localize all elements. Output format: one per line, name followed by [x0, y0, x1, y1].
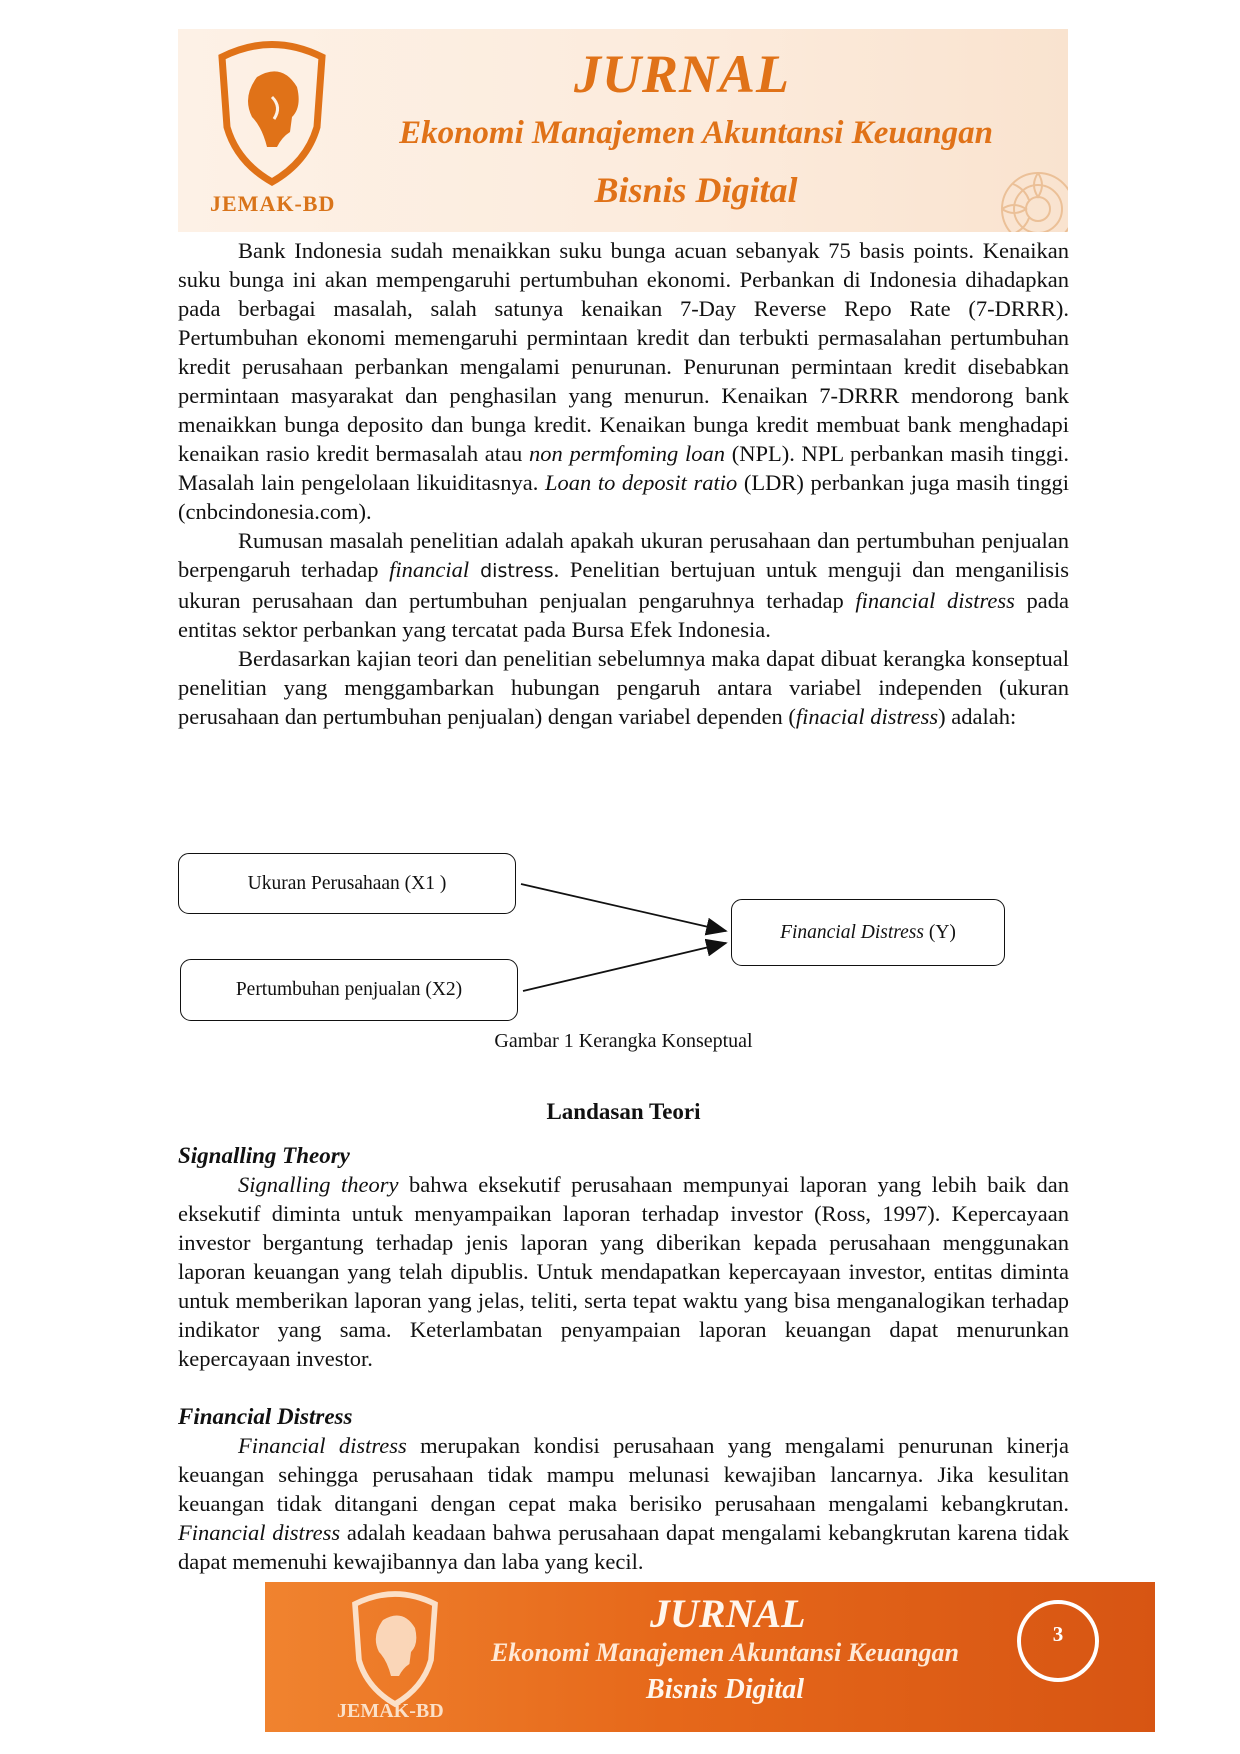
paragraph-2: Rumusan masalah penelitian adalah apakah ukuran perusahaan dan pertumbuhan penjualan berpengaruh terhadap financial distress. Penelitian bertujuan untuk menguji dan menganilisis ukuran perusahaan dan pertumbuhan penjualan pengaruhnya terhadap financial distress pada entitas sektor perbankan yang tercatat pada Bursa Efek Indonesia.	[178, 528, 1070, 642]
box-ukuran-perusahaan: Ukuran Perusahaan (X1 )	[178, 853, 516, 914]
paragraph-financial-distress: Financial distress merupakan kondisi perusahaan yang mengalami penurunan kinerja keuangan sehingga perusahaan tidak mampu melunasi kewajiban lancarnya. Jika kesulitan keuangan tidak ditangani dengan cepat maka berisiko perusahaan mengalami kebangkrutan. Financial distress adalah keadaan bahwa perusahaan dapat mengalami kebangkrutan karena tidak dapat memenuhi kewajibannya dan laba yang kecil.	[178, 1433, 1069, 1574]
footer-subtitle: Ekonomi Manajemen Akuntansi Keuangan	[491, 1638, 959, 1667]
figure-caption: Gambar 1 Kerangka Konseptual	[494, 1030, 753, 1052]
box-financial-distress: Financial Distress (Y)	[731, 899, 1005, 966]
mandala-ornament-icon	[968, 149, 1068, 232]
journal-header-banner	[178, 29, 1068, 232]
arrow-x1-to-y	[521, 884, 726, 931]
footer-logo-text: JEMAK-BD	[337, 1700, 444, 1722]
paragraph-1: Bank Indonesia sudah menaikkan suku bunga acuan sebanyak 75 basis points. Kenaikan suku bunga ini akan mempengaruhi pertumbuhan ekonomi. Perbankan di Indonesia dihadapkan pada berbagai masalah, salah satunya kenaikan 7-Day Reverse Repo Rate (7-DRRR). Pertumbuhan ekonomi memengaruhi permintaan kredit dan terbukti permasalahan pertumbuhan kredit perusahaan perbankan mengalami penurunan. Penurunan permintaan kredit disebabkan permintaan masyarakat dan penghasilan yang menurun. Kenaikan 7-DRRR mendorong bank menaikkan bunga deposito dan bunga kredit. Kenaikan bunga kredit membuat bank menghadapi kenaikan rasio kredit bermasalah atau non permfoming loan (NPL). NPL perbankan masih tinggi. Masalah lain pengelolaan likuiditasnya. Loan to deposit ratio (LDR) perbankan juga masih tinggi (cnbcindonesia.com).	[178, 238, 1070, 524]
section-title: Landasan Teori	[546, 1099, 701, 1124]
journal-footer-banner	[265, 1582, 1155, 1732]
paragraph-3: Berdasarkan kajian teori dan penelitian sebelumnya maka dapat dibuat kerangka konseptual penelitian yang menggambarkan hubungan pengaruh antara variabel independen (ukuran perusahaan dan pertumbuhan penjualan) dengan variabel dependen (finacial distress) adalah:	[178, 646, 1069, 729]
shield-face-logo-icon	[212, 37, 332, 187]
shield-face-logo-icon	[345, 1588, 445, 1708]
paragraph-signalling: Signalling theory bahwa eksekutif perusahaan mempunyai laporan yang lebih baik dan eksekutif diminta untuk menyampaikan laporan terhadap investor (Ross, 1997). Kepercayaan investor bergantung terhadap jenis laporan yang diberikan kepada perusahaan menggunakan laporan keuangan yang telah dipublis. Untuk mendapatkan kepercayaan investor, entitas diminta untuk memberikan laporan yang jelas, teliti, serta tepat waktu yang bisa menganalogikan terhadap indikator yang sama. Keterlambatan penyampaian laporan keuangan dapat menurunkan kepercayaan investor.	[178, 1172, 1069, 1371]
article-body	[178, 236, 1069, 731]
section-body	[178, 1141, 1069, 1576]
box-pertumbuhan-penjualan: Pertumbuhan penjualan (X2)	[180, 959, 518, 1021]
subheading-signalling-theory: Signalling Theory	[178, 1143, 350, 1168]
journal-subtitle: Ekonomi Manajemen Akuntansi Keuangan	[399, 115, 993, 151]
journal-subtitle-2: Bisnis Digital	[594, 170, 798, 210]
logo-text: JEMAK-BD	[210, 191, 336, 216]
arrow-x2-to-y	[523, 943, 726, 991]
footer-title: JURNAL	[650, 1591, 806, 1636]
subheading-financial-distress: Financial Distress	[178, 1404, 353, 1429]
footer-subtitle-2: Bisnis Digital	[646, 1674, 804, 1705]
journal-title: JURNAL	[574, 44, 791, 104]
page-number: 3	[1052, 1622, 1064, 1646]
